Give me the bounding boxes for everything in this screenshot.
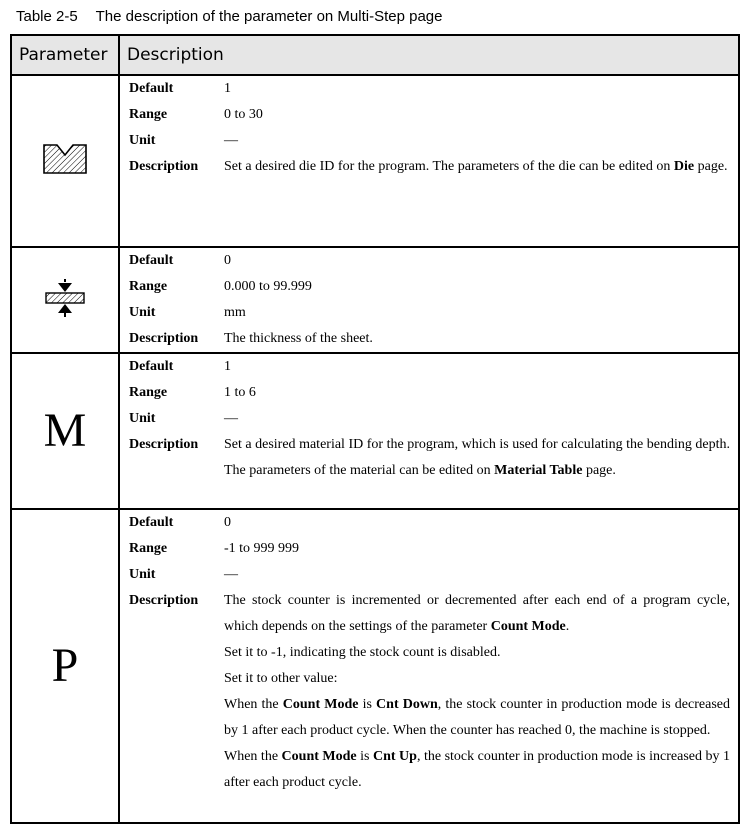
range-row: Range 0 to 30 [129,102,730,128]
description-cell [119,247,739,353]
table-number: Table 2-5 [16,8,78,25]
range-row: Range 1 to 6 [129,380,730,406]
material-icon: M [43,404,87,457]
description-paragraph: When the Count Mode is Cnt Up, the stock counter in production mode is increased by 1 after each product cycle. [224,749,730,790]
unit-row: Unit — [129,562,730,588]
description-cell [119,75,739,247]
header-parameter: Parameter [11,35,119,75]
default-row: Default 0 [129,510,730,536]
table-header-row [11,35,739,75]
unit-row: Unit — [129,128,730,154]
parameter-cell [11,247,119,353]
description-text: The thickness of the sheet. [224,331,373,346]
default-value: 1 [224,359,231,374]
range-value: 1 to 6 [224,385,256,400]
table-row [11,75,739,247]
range-row: Range -1 to 999 999 [129,536,730,562]
sheet-thickness-icon [42,278,88,318]
unit-row: Unit — [129,406,730,432]
description-text: Set a desired die ID for the program. The parameters of the die can be edited on Die page. [224,159,728,174]
description-row: Description Set a desired die ID for the program. The parameters of the die can be edited on Die page. [129,154,730,180]
default-row: Default 1 [129,354,730,380]
range-row: Range 0.000 to 99.999 [129,274,730,300]
description-row: Description The stock counter is incremented or decremented after each end of a program cycle, which depends on the settings of the parameter Count Mode. Set it to -1, indicating the stock count is disabled. Set it to other value: When the Count Mode is Cnt Down, the stock counter in production mode is decreased by 1 after each product cycle. When the counter has reached 0, the machine is stopped. When the Count Mode is Cnt Up, the stock counter in production mode is increased by 1 after each product cycle. [129,588,730,796]
description-paragraph: When the Count Mode is Cnt Down, the stock counter in production mode is decreased by 1 after each product cycle. When the counter has reached 0, the machine is stopped. [224,697,730,738]
unit-value: — [224,411,238,426]
unit-value: mm [224,305,246,320]
range-value: 0 to 30 [224,107,263,122]
table-row [11,247,739,353]
description-paragraph: Set it to -1, indicating the stock count is disabled. [224,645,501,660]
table-title: The description of the parameter on Multi-Step page [95,8,443,25]
table-caption [16,8,443,25]
stock-counter-icon: P [51,639,79,692]
table-row [11,509,739,823]
default-value: 0 [224,515,231,530]
parameter-cell [11,75,119,247]
description-row: Description Set a desired material ID for the program, which is used for calculating the bending depth. The parameters of the material can be edited on Material Table page. [129,432,730,484]
description-cell [119,353,739,509]
parameter-table [10,34,740,824]
header-description: Description [119,35,739,75]
description-text: Set a desired material ID for the program, which is used for calculating the bending depth. The parameters of the material can be edited on Material Table page. [224,437,730,478]
description-cell [119,509,739,823]
description-row: Description The thickness of the sheet. [129,326,730,352]
description-paragraph: The stock counter is incremented or decremented after each end of a program cycle, which depends on the settings of the parameter Count Mode. [224,593,730,634]
description-paragraph: Set it to other value: [224,671,338,686]
range-value: -1 to 999 999 [224,541,300,556]
default-value: 0 [224,253,231,268]
parameter-cell [11,353,119,509]
default-row: Default 0 [129,248,730,274]
default-row: Default 1 [129,76,730,102]
table-row [11,353,739,509]
die-icon [42,143,88,175]
range-value: 0.000 to 99.999 [224,279,312,294]
parameter-cell [11,509,119,823]
unit-value: — [224,133,238,148]
default-value: 1 [224,81,231,96]
description-text [224,588,730,796]
unit-row: Unit mm [129,300,730,326]
unit-value: — [224,567,238,582]
